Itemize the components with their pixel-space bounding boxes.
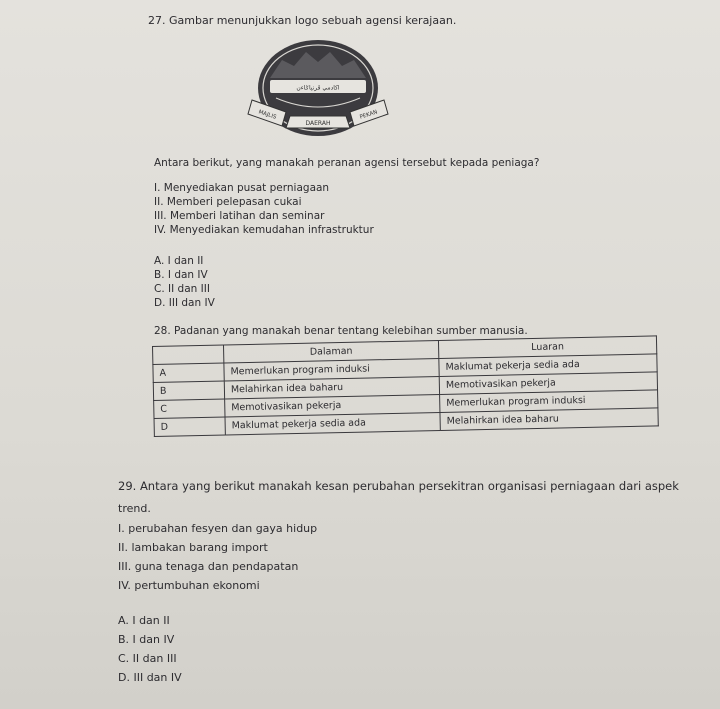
q29-option-d: D. III dan IV (118, 671, 182, 684)
table-cell-luaran: Memerlukan program induksi (440, 390, 658, 413)
logo-ribbon-right: PEKAN (359, 109, 379, 121)
q29-option-a: A. I dan II (118, 614, 170, 627)
table-cell-option: D (154, 417, 225, 436)
q29-statement: III. guna tenaga dan pendapatan (118, 560, 299, 573)
table-cell-option: C (154, 399, 225, 418)
table-header-cell: Luaran (438, 336, 656, 359)
q29-statement: IV. pertumbuhan ekonomi (118, 579, 260, 592)
q29-statement: II. lambakan barang import (118, 541, 268, 554)
agency-logo (246, 30, 396, 150)
table-cell-luaran: Memotivasikan pekerja (439, 372, 657, 395)
q27-statement: IV. Menyediakan kemudahan infrastruktur (154, 224, 374, 236)
table-cell-dalaman: Memerlukan program induksi (224, 358, 439, 380)
q29-statement: I. perubahan fesyen dan gaya hidup (118, 522, 318, 535)
q27-stem: 27. Gambar menunjukkan logo sebuah agensi kerajaan. (148, 14, 457, 27)
q29-stem: 29. Antara yang berikut manakah kesan perubahan persekitran organisasi perniagaan dari aspek (118, 479, 679, 493)
q27-option-a: A. I dan II (154, 255, 204, 267)
table-cell-option: A (153, 363, 224, 382)
logo-ribbon-center: DAERAH (305, 120, 331, 127)
logo-ribbon-left: MAJLIS (257, 109, 277, 121)
q29-option-c: C. II dan III (118, 652, 177, 665)
q28-table (152, 335, 659, 437)
table-header-cell: Dalaman (223, 340, 438, 362)
logo-script-text: اکادمي ڤرنياݢاءن (296, 84, 340, 92)
q29-option-b: B. I dan IV (118, 633, 175, 646)
q27-statement: II. Memberi pelepasan cukai (154, 196, 302, 208)
table-header-cell (153, 345, 224, 364)
q27-question: Antara berikut, yang manakah peranan agensi tersebut kepada peniaga? (154, 157, 540, 169)
q27-statement: III. Memberi latihan dan seminar (154, 210, 325, 222)
table-cell-luaran: Melahirkan idea baharu (440, 408, 658, 431)
q29-stem-continued: trend. (118, 502, 151, 515)
q27-statement: I. Menyediakan pusat perniagaan (154, 182, 330, 194)
q27-option-b: B. I dan IV (154, 269, 208, 281)
table-cell-dalaman: Melahirkan idea baharu (224, 376, 439, 398)
table-cell-luaran: Maklumat pekerja sedia ada (439, 354, 657, 377)
q28-stem: 28. Padanan yang manakah benar tentang kelebihan sumber manusia. (154, 325, 528, 337)
table-cell-option: B (153, 381, 224, 400)
q27-option-c: C. II dan III (154, 283, 210, 295)
table-cell-dalaman: Memotivasikan pekerja (225, 394, 440, 416)
table-cell-dalaman: Maklumat pekerja sedia ada (225, 412, 440, 434)
q27-option-d: D. III dan IV (154, 297, 215, 309)
